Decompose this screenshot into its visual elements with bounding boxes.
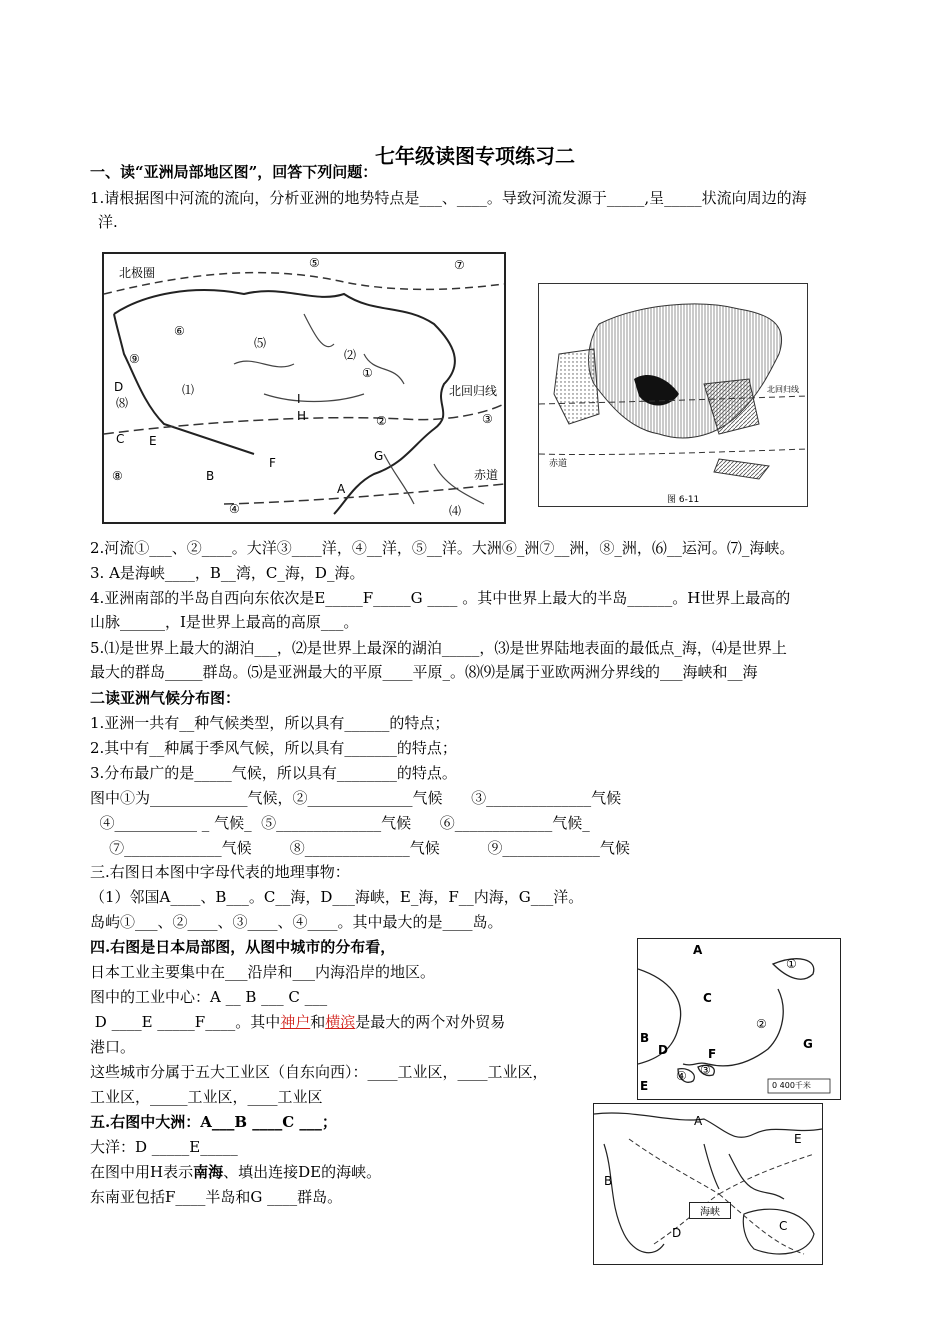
section2-heading: 二读亚洲气候分布图： [90, 689, 241, 707]
label-B: B [206, 469, 215, 483]
japan-label-D: D [658, 1043, 668, 1057]
japan-label-E: E [640, 1079, 649, 1093]
tropic-label: 北回归线 [449, 384, 498, 398]
label-I: I [297, 392, 301, 406]
label-7: ⑦ [454, 258, 465, 272]
sea-label-B: B [604, 1174, 613, 1188]
south-china-sea-term: 南海 [193, 1163, 224, 1181]
japan-label-B: B [640, 1031, 650, 1045]
kobe-answer: 神户 [280, 1013, 311, 1031]
s5-line3: 东南亚包括F____半岛和G ____群岛。 [90, 1188, 343, 1206]
s5-line2-c: 、填出连接DE的海峡。 [223, 1163, 382, 1181]
s4-line3-b: 是最大的两个对外贸易 [355, 1013, 506, 1031]
s3-q2: 岛屿①___、②____、③____、④____。其中最大的是____岛。 [90, 913, 503, 931]
label-p5: ⑸ [254, 336, 267, 350]
label-E: E [149, 434, 157, 448]
label-p2: ⑵ [344, 348, 357, 362]
label-p1: ⑴ [182, 383, 195, 397]
yokohama-answer: 横滨 [325, 1013, 356, 1031]
section5-heading: 五.右图中大洲：A___B ____C ___； [90, 1113, 337, 1131]
sea-label-D: D [672, 1226, 682, 1240]
label-6: ⑥ [174, 324, 185, 338]
asia-map-drawing [104, 254, 504, 522]
s1-q5: 5.⑴是世界上最大的湖泊___，⑵是世界上最深的湖泊_____，⑶是世界陆地表面的最低点_海，⑷是世界上 [90, 639, 787, 657]
s2-q2: 2.其中有__种属于季风气候，所以具有_______的特点； [90, 739, 457, 757]
label-9: ⑨ [129, 352, 140, 366]
s2-q3: 3.分布最广的是_____气候，所以具有________的特点。 [90, 764, 457, 782]
s4-line2: 图中的工业中心：A __ B ___ C ___ [90, 988, 328, 1006]
label-F: F [269, 456, 276, 470]
s4-line6: 工业区，_____工业区，____工业区 [90, 1088, 323, 1106]
climate-tropic-label: 北回归线 [767, 385, 799, 394]
asia-region-map [102, 252, 506, 524]
s1-q2: 2.河流①___、②____。大洋③____洋，④__洋，⑤__洋。大洲⑥_洲⑦__洲，⑧_洲，⑹__运河。⑺_海峡。 [90, 539, 795, 557]
s4-line3-a: D ____E _____F____。其中 [90, 1013, 281, 1031]
southeast-asia-map [593, 1103, 823, 1265]
label-2: ② [376, 414, 387, 428]
japan-label-C: C [703, 991, 712, 1005]
s1-q5-cont: 最大的群岛_____群岛。⑸是亚洲最大的平原____平原_。⑻⑼是属于亚欧两洲分界线的___海峡和__海 [90, 663, 758, 681]
label-C: C [116, 432, 125, 446]
japan-label-4: ④ [676, 1069, 687, 1083]
climate-map-caption: 图 6-11 [667, 495, 700, 505]
s2-q1: 1.亚洲一共有__种气候类型，所以具有______的特点； [90, 714, 450, 732]
label-H: H [297, 409, 307, 423]
climate-map-drawing [539, 284, 807, 506]
label-p4: ⑷ [449, 504, 462, 518]
s4-line4: 港口。 [90, 1038, 136, 1056]
label-p8: ⑻ [116, 396, 129, 410]
japan-label-F: F [708, 1047, 717, 1061]
s4-line1: 日本工业主要集中在___沿岸和___内海沿岸的地区。 [90, 963, 436, 981]
s5-line2 [90, 1162, 381, 1182]
label-G: G [374, 449, 384, 463]
climate-equator-label: 赤道 [549, 459, 568, 469]
label-5: ⑤ [309, 256, 320, 270]
japan-map [637, 938, 841, 1100]
asia-climate-map [538, 283, 808, 507]
strait-box: 海峡 [689, 1202, 731, 1219]
sea-label-E: E [794, 1132, 802, 1146]
s4-line5: 这些城市分属于五大工业区（自东向西）：____工业区，____工业区， [90, 1063, 548, 1081]
sea-map-drawing [594, 1104, 822, 1264]
label-A: A [337, 482, 346, 496]
japan-label-2: ② [756, 1017, 767, 1031]
section1-heading: 一、读“亚洲局部地区图”，回答下列问题： [90, 163, 378, 181]
label-D: D [114, 380, 124, 394]
japan-label-3: ③ [700, 1063, 711, 1077]
sea-label-C: C [779, 1219, 788, 1233]
s1-q4-cont: 山脉______，I是世界上最高的高原___。 [90, 613, 359, 631]
page-title: 七年级读图专项练习二 [375, 144, 575, 168]
section3-heading: 三.右图日本图中字母代表的地理事物： [90, 863, 350, 881]
s5-line1: 大洋：D _____E_____ [90, 1138, 238, 1156]
japan-label-1: ① [786, 957, 797, 971]
sea-label-A: A [694, 1114, 703, 1128]
label-8: ⑧ [112, 469, 123, 483]
s1-q4: 4.亚洲南部的半岛自西向东依次是E_____F_____G ____ 。其中世界上最大的半岛______。H世界上最高的 [90, 589, 791, 607]
s1-q1-cont: 洋. [98, 213, 118, 231]
s4-and: 和 [310, 1013, 326, 1031]
equator-label: 赤道 [474, 468, 499, 482]
label-4: ④ [229, 502, 240, 516]
label-1: ① [362, 366, 373, 380]
s1-q3: 3. A是海峡____，B__湾，C_海，D_海。 [90, 564, 365, 582]
s3-q1: （1）邻国A____、B___。C__海，D___海峡，E_海，F__内海，G___洋。 [90, 888, 584, 906]
label-3: ③ [482, 412, 493, 426]
japan-label-A: A [693, 943, 703, 957]
s2-row3: ⑦_____________气候 ⑧______________气候 ⑨_____________气候 [90, 839, 630, 857]
s2-row2: ④___________ _ 气候_ ⑤______________气候 ⑥_____________气候_ [90, 814, 590, 832]
japan-scale: 0 400千米 [772, 1081, 811, 1090]
s1-q1: 1.请根据图中河流的流向，分析亚洲的地势特点是___、____。导致河流发源于_____,呈_____状流向周边的海 [90, 189, 807, 207]
section4-heading: 四.右图是日本局部图，从图中城市的分布看， [90, 938, 396, 956]
s2-row1: 图中①为_____________气候，②______________气候 ③______________气候 [90, 789, 622, 807]
arctic-circle-label: 北极圈 [119, 266, 156, 280]
s4-line3 [90, 1012, 505, 1032]
japan-label-G: G [803, 1037, 813, 1051]
s5-line2-a: 在图中用H表示 [90, 1163, 194, 1181]
japan-map-drawing [638, 939, 840, 1099]
